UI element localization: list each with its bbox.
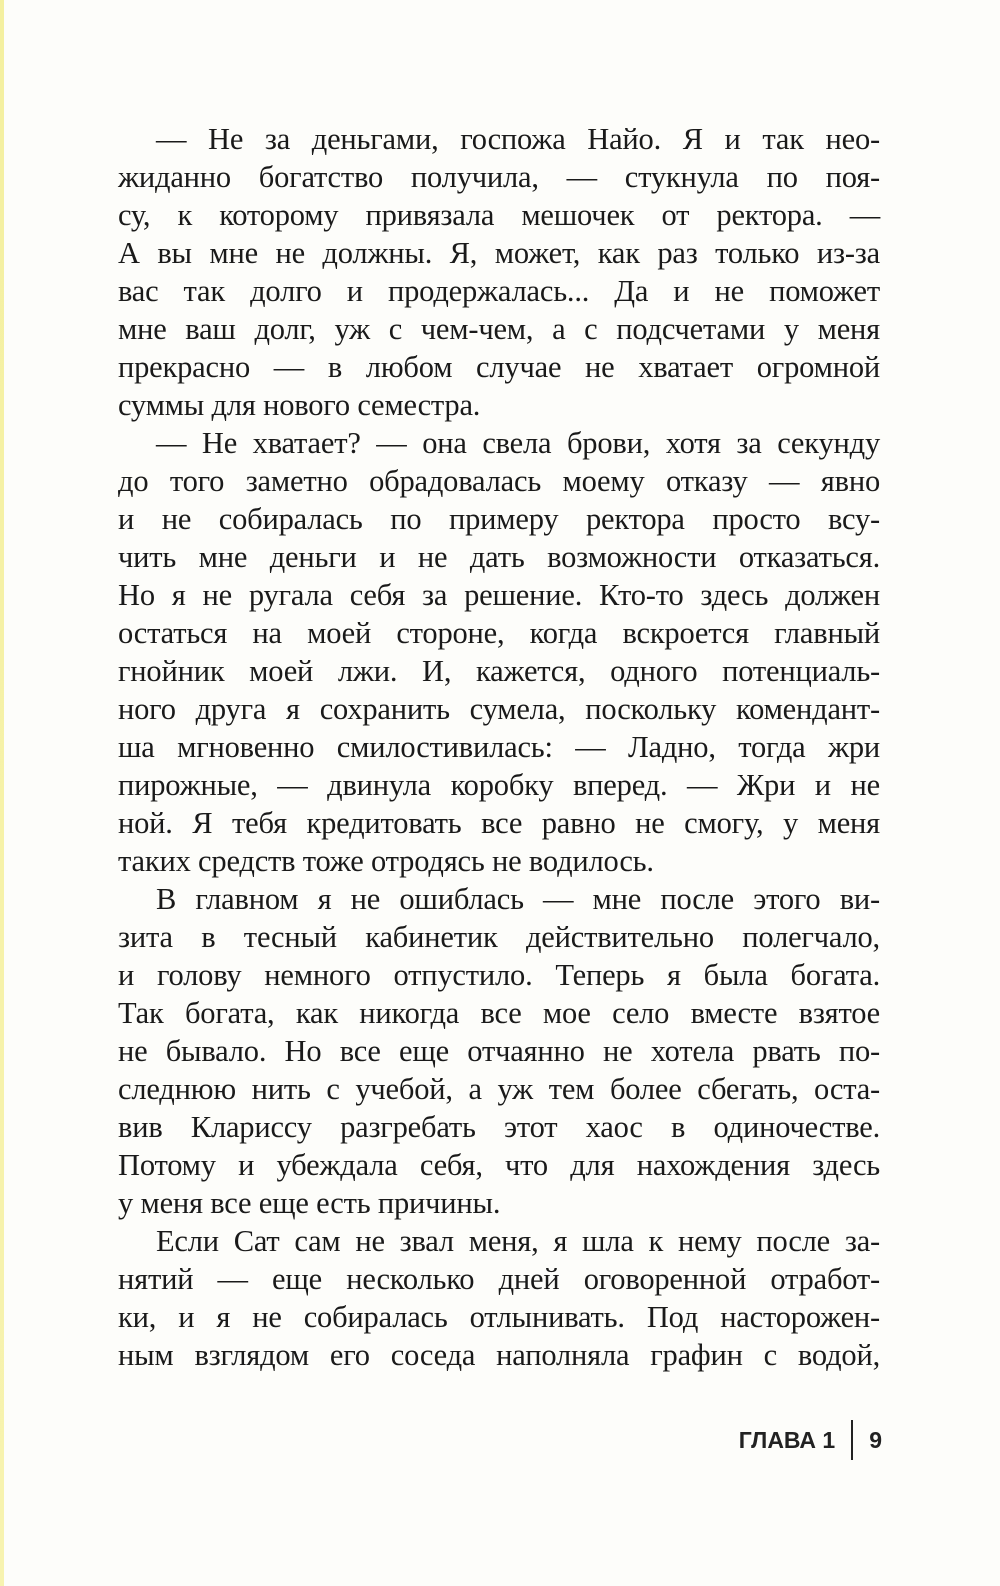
text-line: Потому и убеждала себя, что для нахождения здесь [118,1148,880,1182]
text-line: А вы мне не должны. Я, может, как раз только из-за [118,236,880,270]
text-line: ной. Я тебя кредитовать все равно не смогу, у меня [118,806,880,840]
text-line: следнюю нить с учебой, а уж тем более сбегать, оста- [118,1072,880,1106]
text-line: ша мгновенно смилостивилась: — Ладно, тогда жри [118,730,880,764]
text-line: вив Клариссу разгребать этот хаос в одиночестве. [118,1110,880,1144]
text-line: Если Сат сам не звал меня, я шла к нему после за- [156,1224,880,1258]
text-line: суммы для нового семестра. [118,388,481,422]
text-line: су, к которому привязала мешочек от ректора. — [118,198,880,232]
paragraph [118,120,880,424]
text-line: вас так долго и продержалась... Да и не поможет [118,274,880,308]
text-line: — Не хватает? — она свела брови, хотя за секунду [156,426,880,460]
text-line: остаться на моей стороне, когда вскроется главный [118,616,880,650]
text-line: ным взглядом его соседа наполняла графин с водой, [118,1338,880,1372]
page-footer [739,1420,882,1460]
text-line: и не собиралась по примеру ректора просто всу- [118,502,880,536]
text-line: В главном я не ошиблась — мне после этого ви- [156,882,880,916]
scan-edge [0,0,4,1586]
text-line: — Не за деньгами, госпожа Найо. Я и так нео- [156,122,880,156]
text-line: до того заметно обрадовалась моему отказу — явно [118,464,880,498]
book-page-text [118,120,880,1374]
text-line: зита в тесный кабинетик действительно полегчало, [118,920,880,954]
text-line: гнойник моей лжи. И, кажется, одного потенциаль- [118,654,880,688]
text-line: прекрасно — в любом случае не хватает огромной [118,350,880,384]
chapter-label: ГЛАВА 1 [738,1426,836,1453]
text-line: ки, и я не собиралась отлынивать. Под насторожен- [118,1300,880,1334]
footer-divider [851,1420,853,1460]
text-line: Но я не ругала себя за решение. Кто-то здесь должен [118,578,880,612]
paragraph [118,424,880,880]
text-line: Так богата, как никогда все мое село вместе взятое [118,996,880,1030]
text-line: нятий — еще несколько дней оговоренной отработ- [118,1262,880,1296]
text-line: не бывало. Но все еще отчаянно не хотела рвать по- [118,1034,880,1068]
page-number: 9 [869,1426,882,1453]
text-line: пирожные, — двинула коробку вперед. — Жри и не [118,768,880,802]
text-line: и голову немного отпустило. Теперь я была богата. [118,958,880,992]
text-line: у меня все еще есть причины. [118,1186,501,1220]
text-line: мне ваш долг, уж с чем-чем, а с подсчетами у меня [118,312,880,346]
text-line: таких средств тоже отродясь не водилось. [118,844,654,878]
text-line: жиданно богатство получила, — стукнула по поя- [118,160,880,194]
paragraph [118,880,880,1222]
text-line: чить мне деньги и не дать возможности отказаться. [118,540,880,574]
paragraph [118,1222,880,1374]
text-line: ного друга я сохранить сумела, поскольку комендант- [118,692,880,726]
